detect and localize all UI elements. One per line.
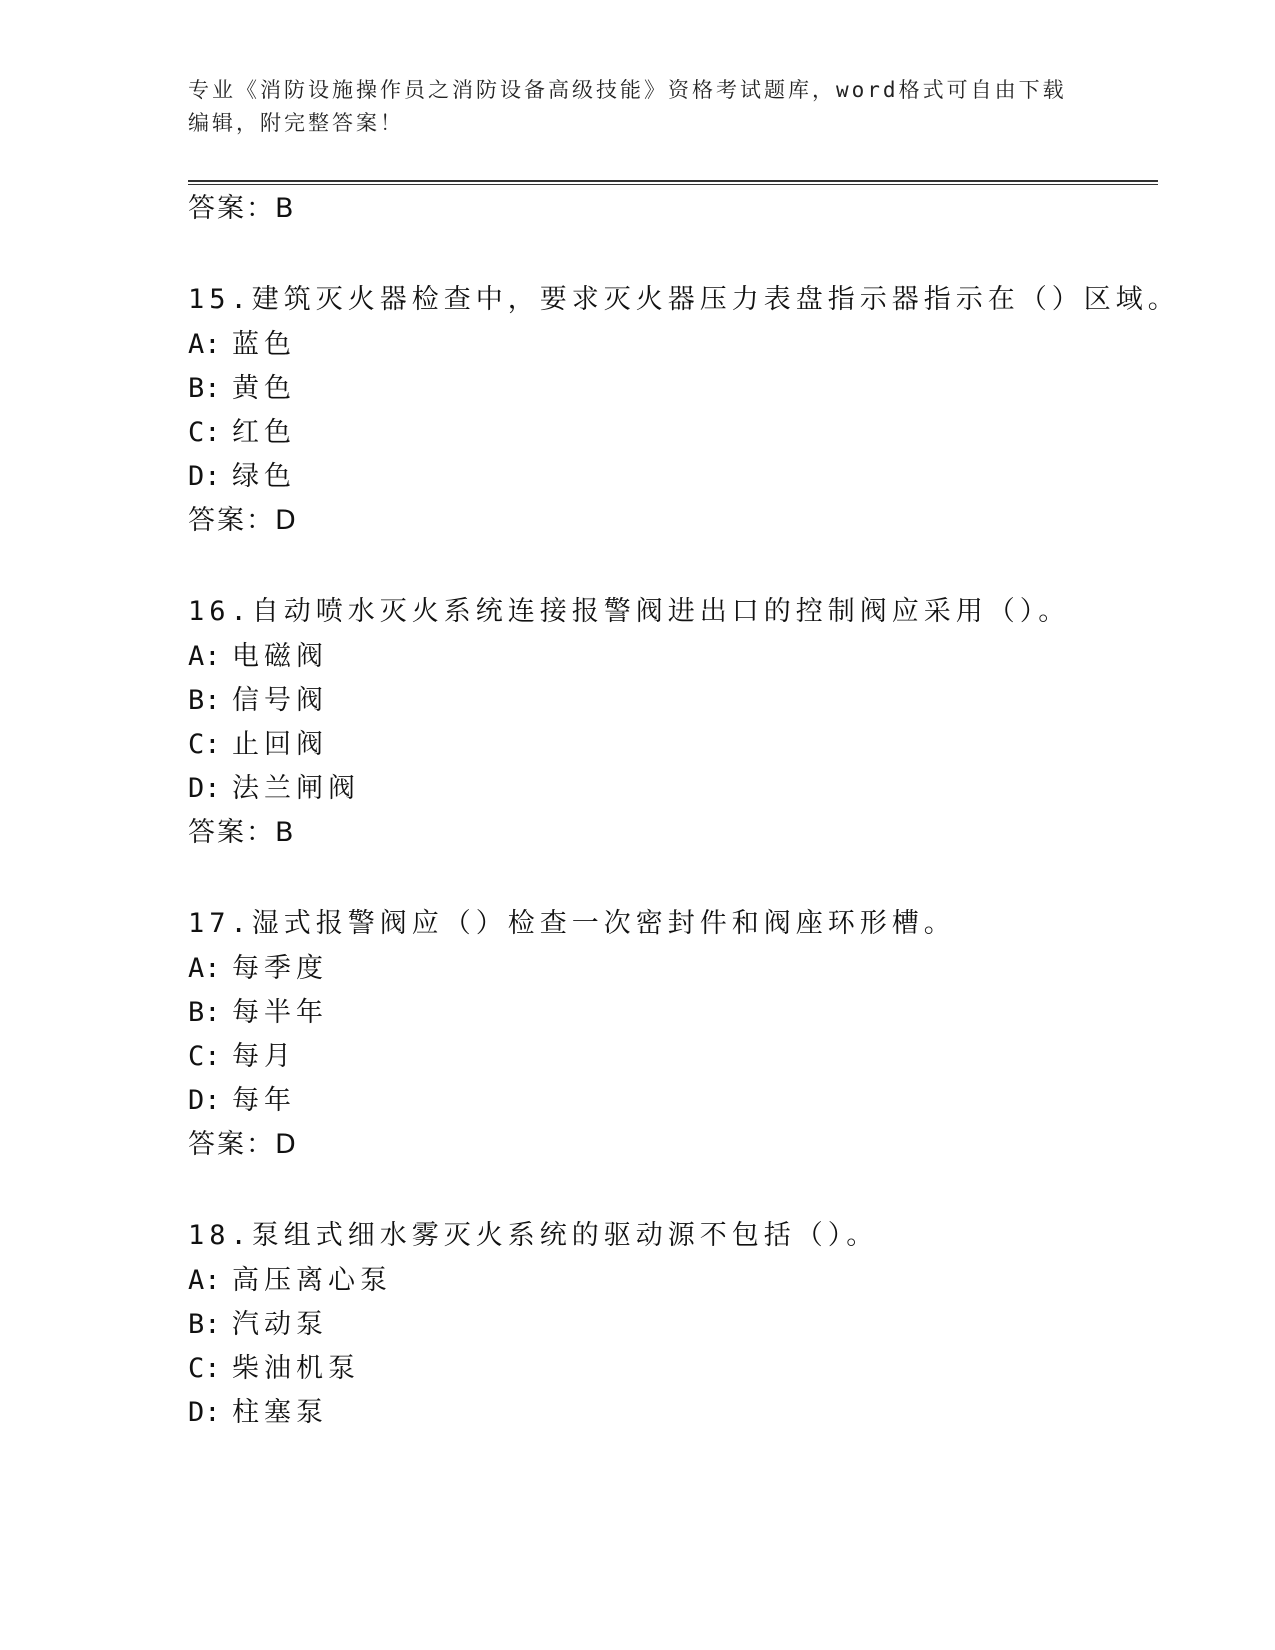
header-divider	[188, 180, 1158, 185]
option-d	[188, 460, 296, 494]
option-c	[188, 728, 328, 762]
option-c	[188, 416, 296, 450]
option-a	[188, 952, 328, 986]
option-d	[188, 772, 360, 806]
document-header: 专业《消防设施操作员之消防设备高级技能》资格考试题库，word格式可自由下载编辑，附完整答案！	[188, 78, 1067, 135]
answer-line: 答案：D	[188, 1129, 298, 1160]
option-b	[188, 372, 296, 406]
option-text: 黄色	[232, 373, 296, 404]
answer-line: 答案：B	[188, 817, 296, 848]
option-text: 止回阀	[232, 729, 328, 760]
option-c	[188, 1040, 296, 1074]
option-key: A:	[188, 1265, 221, 1296]
option-key: D:	[188, 1085, 221, 1116]
option-key: B:	[188, 997, 221, 1028]
option-text: 柴油机泵	[232, 1353, 360, 1384]
option-text: 柱塞泵	[232, 1397, 328, 1428]
option-text: 法兰闸阀	[232, 773, 360, 804]
option-key: B:	[188, 373, 221, 404]
option-key: C:	[188, 417, 221, 448]
option-d	[188, 1396, 328, 1430]
option-text: 汽动泵	[232, 1309, 328, 1340]
option-text: 绿色	[232, 461, 296, 492]
option-text: 红色	[232, 417, 296, 448]
option-d	[188, 1084, 296, 1118]
option-text: 每月	[232, 1041, 296, 1072]
option-text: 信号阀	[232, 685, 328, 716]
option-text: 每半年	[232, 997, 328, 1028]
option-text: 每季度	[232, 953, 328, 984]
option-key: C:	[188, 1353, 221, 1384]
option-key: A:	[188, 953, 221, 984]
option-key: B:	[188, 685, 221, 716]
option-text: 蓝色	[232, 329, 296, 360]
option-text: 高压离心泵	[232, 1265, 392, 1296]
option-text: 电磁阀	[232, 641, 328, 672]
option-key: A:	[188, 641, 221, 672]
option-key: A:	[188, 329, 221, 360]
option-key: D:	[188, 773, 221, 804]
option-b	[188, 996, 328, 1030]
option-text: 每年	[232, 1085, 296, 1116]
option-key: B:	[188, 1309, 221, 1340]
option-b	[188, 1308, 328, 1342]
option-a	[188, 640, 328, 674]
question-stem: 15.建筑灭火器检查中，要求灭火器压力表盘指示器指示在（）区域。	[188, 284, 1180, 315]
question-stem: 17.湿式报警阀应（）检查一次密封件和阀座环形槽。	[188, 908, 956, 939]
option-key: C:	[188, 729, 221, 760]
option-key: D:	[188, 461, 221, 492]
question-stem: 16.自动喷水灭火系统连接报警阀进出口的控制阀应采用（）。	[188, 596, 1071, 627]
option-a	[188, 328, 296, 362]
answer-line: 答案：D	[188, 505, 298, 536]
question-stem: 18.泵组式细水雾灭火系统的驱动源不包括（）。	[188, 1220, 879, 1251]
option-a	[188, 1264, 392, 1298]
option-b	[188, 684, 328, 718]
option-key: D:	[188, 1397, 221, 1428]
option-c	[188, 1352, 360, 1386]
answer-line: 答案：B	[188, 193, 296, 224]
option-key: C:	[188, 1041, 221, 1072]
